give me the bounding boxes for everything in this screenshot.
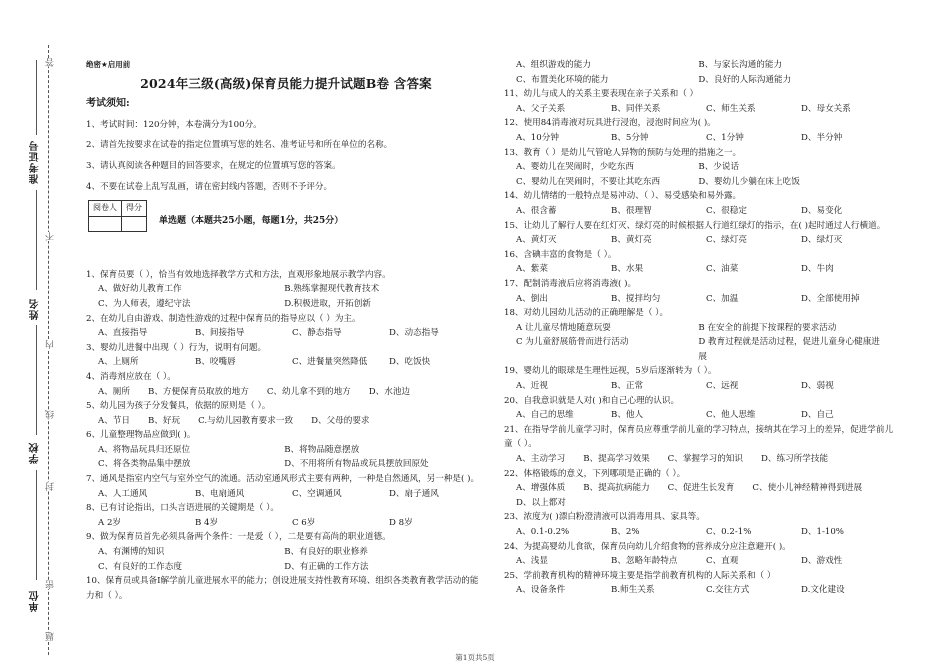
notice-item: 1、考试时间：120分钟，本卷满分为100分。 [86,119,262,130]
question-text: 24、为提高婴幼儿食欲，保育员向幼儿介绍食物的营养成分应注意避开( )。 [504,541,791,552]
answer-option[interactable]: B、很理智 [611,205,652,216]
left-question-list [86,268,486,604]
question-text: 7、通风是指室内空气与室外空气的流通。活动室通风形式主要有两种，一种是自然通风，另一种是( )。 [86,474,480,485]
answer-option[interactable]: A、倒出 [516,293,548,304]
answer-option[interactable]: A、节日 [98,415,130,426]
option-group [504,102,896,117]
answer-option[interactable]: C、空调通风 [292,488,342,499]
answer-option[interactable]: A、0.1-0.2% [516,527,570,537]
answer-option[interactable]: A、紫菜 [516,264,548,275]
answer-option[interactable]: D、水池边 [368,386,411,397]
question-text: 9、做为保育员首先必须具备两个条件：一是爱（ ），二是要有高尚的职业道德。 [86,532,391,543]
answer-option[interactable]: D 8岁 [389,517,413,528]
answer-option[interactable]: D、动态指导 [389,328,439,339]
answer-option[interactable]: B.熟练掌握现代教育技术 [284,284,380,295]
answer-option[interactable]: D、全部使用掉 [801,293,860,304]
notice-heading: 考试须知: [86,98,130,110]
answer-option[interactable]: A 2岁 [98,517,121,528]
score-header: 得分 [122,201,147,217]
option-group [504,583,896,598]
answer-option[interactable]: B、2% [611,527,640,537]
option-group [86,282,486,311]
answer-option[interactable]: A、设备条件 [516,585,566,596]
seal-mark: 内 [46,340,56,349]
answer-option[interactable]: D.文化建设 [801,585,845,596]
answer-option[interactable]: C 为儿童舒展筋骨而进行活动 [516,337,629,348]
answer-option[interactable]: A 让儿童尽情地随意玩耍 [516,322,611,333]
question-text: 1、保育员要（ ），恰当有效地选择教学方式和方法，直观形象地展示教学内容。 [86,269,391,280]
question-text: 20、自我意识就是人对( )和自己心理的认识。 [504,395,680,406]
margin-fill-line [36,325,37,435]
answer-option[interactable]: A、将物品玩具归还原位 [98,444,191,455]
answer-option[interactable]: B、少说话 [698,162,740,173]
answer-option[interactable]: B、黄灯亮 [611,235,652,246]
question-text: 15、让幼儿了解行人要在红灯灭、绿灯亮的时候根据人行道红绿灯的指示，在( )起时通过人行横道。 [504,220,886,231]
option-group [504,379,896,394]
question-text: 18、对幼儿园幼儿活动的正确理解是（ ）。 [504,308,669,319]
seal-mark: 线 [46,410,56,419]
seal-mark: 答 [46,58,56,67]
answer-option[interactable]: A、黄灯灭 [516,235,557,246]
option-group [504,321,896,365]
answer-option[interactable]: B、他人 [611,410,644,421]
answer-option[interactable]: D、练习所学技能 [761,454,829,465]
answer-option[interactable]: A、直接指导 [98,328,148,339]
answer-option[interactable]: A、10分钟 [516,132,559,143]
answer-option[interactable]: D、游戏性 [801,556,843,567]
answer-option[interactable]: D、牛肉 [801,264,834,275]
option-group [504,58,896,87]
left-column [86,58,486,603]
answer-option[interactable]: D、母女关系 [801,103,851,114]
answer-option[interactable]: D、1-10% [801,527,844,537]
answer-option[interactable]: C、绿灯亮 [706,235,747,246]
right-question-list [504,58,896,598]
answer-option[interactable]: C、加温 [706,293,739,304]
answer-option[interactable]: C、将各类物品集中摆放 [98,459,191,470]
question-text: 6、儿童整理物品应做到( )。 [86,430,196,441]
question-text: 23、浓度为( )漂白粉澄清液可以消毒用具、家具等。 [504,512,705,523]
answer-option[interactable]: D 教育过程就是活动过程，促进儿童身心健康进展 [698,337,880,362]
answer-option[interactable]: A、有渊博的知识 [98,547,165,558]
question-text: 19、婴幼儿的眼球是生理性远视，5岁后逐渐转为（ ）。 [504,366,717,377]
answer-option[interactable]: C、直观 [706,556,739,567]
answer-option[interactable]: A、很含蓄 [516,205,557,216]
score-cell[interactable] [122,216,147,231]
page-title: 2024年三级(高级)保育员能力提升试题B卷 含答案 [140,75,432,91]
answer-option[interactable]: A、婴幼儿在哭闹时，少吃东西 [516,162,634,173]
option-group [504,131,896,146]
answer-option[interactable]: D、扇子通风 [389,488,439,499]
answer-option[interactable]: C、为人师表，遵纪守法 [98,298,191,309]
option-group [86,355,486,370]
answer-option[interactable]: B.师生关系 [611,585,655,596]
question-text: 10、保育员或具备I解学前儿童进展水平的能力；创设进展支持性教育环境、组织各类教育教学活动的能力和（ ）。 [86,576,479,601]
margin-label-school: 学校 [30,442,41,464]
option-group [504,481,896,510]
answer-option[interactable]: D、半分钟 [801,132,843,143]
answer-option[interactable]: C、幼儿拿不到的地方 [266,386,351,397]
answer-option[interactable]: B、水果 [611,264,644,275]
answer-option[interactable]: D、婴幼儿少躺在床上吃饭 [698,176,800,187]
answer-option[interactable]: B、忽略年龄特点 [611,556,678,567]
answer-option[interactable]: A、自己的思维 [516,410,574,421]
question-text: 17、配制消毒液后应将消毒液( )。 [504,278,637,289]
right-column [504,58,896,598]
option-group [86,545,486,574]
answer-option[interactable]: A、增强体质 [516,483,566,494]
answer-option[interactable]: D、父母的要求 [311,415,370,426]
answer-option[interactable]: A、厕所 [98,386,130,397]
grader-cell[interactable] [89,216,122,231]
secret-label: 绝密★启用前 [86,60,131,69]
option-group [504,262,896,277]
question-text: 14、幼儿情绪的一般特点是易冲动、（ ）、易受感染和易外露。 [504,191,742,202]
seal-line [48,45,49,655]
seal-mark: 封 [46,482,56,491]
answer-option[interactable]: B、将物品随意摆放 [284,444,360,455]
margin-label-exam-number: 准考证号 [30,140,41,184]
question-text: 11、幼儿与成人的关系主要表现在亲子关系和（ ） [504,89,699,100]
question-text: 5、幼儿园为孩子分发餐具，依据的原则是（ ）。 [86,401,271,412]
option-group [504,233,896,248]
section-title: 单选题（本题共25小题，每题1分，共25分） [159,216,344,227]
grader-header: 阅卷人 [89,201,122,217]
answer-option[interactable]: D、绿灯灭 [801,235,843,246]
question-text: 13、教育（ ）是幼儿气管呛人异物的预防与处理的措施之一。 [504,147,742,158]
answer-option[interactable]: C 6岁 [292,517,316,528]
question-text: 21、在指导学前儿童学习时，保育员应尊重学前儿童的学习特点，接纳其在学习上的差异，促进学前儿童（ ）。 [504,424,894,450]
answer-option[interactable]: B 4岁 [195,517,219,528]
option-group [504,292,896,307]
question-text: 16、含碘丰富的食物是（ ）。 [504,249,617,260]
answer-option[interactable]: D、自己 [801,410,834,421]
answer-option[interactable]: B、好玩 [148,415,181,426]
answer-option[interactable]: B、间接指导 [195,328,245,339]
answer-option[interactable]: D、易变化 [801,205,843,216]
answer-option[interactable]: C、婴幼儿在哭闹时，不要让其吃东西 [516,176,661,187]
answer-option[interactable]: C.与幼儿园教育要求一致 [198,415,294,426]
option-group [504,160,896,189]
answer-option[interactable]: C、静态指导 [292,328,342,339]
answer-option[interactable]: C、很稳定 [706,205,747,216]
answer-option[interactable]: C、油菜 [706,264,739,275]
seal-mark: 题 [46,632,56,641]
option-group [86,385,486,400]
answer-option[interactable]: A、主动学习 [516,454,566,465]
question-text: 3、婴幼儿进餐中出现（ ）行为，说明有问题。 [86,342,267,353]
answer-option[interactable]: A、组织游戏的能力 [516,60,591,70]
answer-option[interactable]: B、提高抗病能力 [583,483,650,494]
notice-item: 2、请首先按要求在试卷的指定位置填写您的姓名、准考证号和所在单位的名称。 [86,140,393,151]
seal-mark: 不 [46,232,56,241]
page-footer: 第1页共5页 [455,653,495,662]
answer-option[interactable]: D、良好的人际沟通能力 [698,74,792,85]
option-group [86,487,486,502]
answer-option[interactable]: C、0.2-1% [706,527,752,537]
answer-option[interactable]: C、布置美化环境的能力 [516,74,609,85]
answer-option[interactable]: A、浅显 [516,556,548,567]
margin-label-unit: 单位 [30,590,41,612]
answer-option[interactable]: A、做好幼儿教育工作 [98,284,182,295]
answer-option[interactable]: C.交往方式 [706,585,750,596]
answer-option[interactable]: B、搅拌均匀 [611,293,661,304]
margin-fill-line [36,470,37,580]
option-group [504,204,896,219]
question-text: 4、消毒剂应放在（ ）。 [86,371,176,382]
option-group [504,554,896,569]
question-text: 12、使用84消毒液对玩具进行浸泡，浸泡时间应为( )。 [504,118,716,129]
binding-margin [0,0,62,671]
answer-option[interactable]: D、弱视 [801,381,834,392]
margin-fill-line [36,190,37,290]
answer-option[interactable]: C、使小儿神经精神得到进展 [752,483,863,494]
answer-option[interactable]: A、人工通风 [98,488,148,499]
score-row [86,200,486,232]
question-text: 8、已有讨论指出，口头言语进展的关键期是（ ）。 [86,503,279,514]
notice-item: 4、不要在试卷上乱写乱画，请在密封线内答题，否则不予评分。 [86,181,333,192]
answer-option[interactable]: B 在安全的前提下按课程的要求活动 [698,322,837,333]
answer-option[interactable]: C、远视 [706,381,739,392]
answer-option[interactable]: A、父子关系 [516,103,566,114]
answer-option[interactable]: B、有良好的职业修养 [284,547,368,558]
option-group [86,516,486,531]
option-group [86,326,486,341]
answer-option[interactable]: A、近视 [516,381,548,392]
score-table [88,200,147,232]
answer-option[interactable]: C、有良好的工作态度 [98,561,182,572]
question-text: 22、体格锻炼的意义，下列哪项是正确的（ ）。 [504,468,686,479]
notice-item: 3、请认真阅读各种题目的回答要求，在规定的位置填写您的答案。 [86,160,341,171]
answer-option[interactable]: C、他人思维 [706,410,756,421]
option-group [504,408,896,423]
answer-option[interactable]: C、掌握学习的知识 [667,454,743,465]
question-text: 25、学前教育机构的精神环境主要是指学前教育机构的人际关系和（ ） [504,570,776,581]
answer-option[interactable]: B、咬嘴唇 [195,357,236,368]
option-group [86,414,486,429]
answer-option[interactable]: C、进餐量突然降低 [292,357,368,368]
answer-option[interactable]: A、上厕所 [98,357,139,368]
answer-option[interactable]: B、与家长沟通的能力 [698,60,783,70]
answer-option[interactable]: D、吃饭快 [389,357,431,368]
answer-option[interactable]: B、正常 [611,381,644,392]
answer-option[interactable]: B、方便保育员取放的地方 [148,386,249,397]
answer-option[interactable]: B、5分钟 [611,132,649,143]
answer-option[interactable]: D、以上都对 [516,497,566,508]
margin-label-name: 姓名 [30,298,41,320]
answer-option[interactable]: B、提高学习效果 [583,454,650,465]
question-text: 2、在幼儿自由游戏、制造性游戏的过程中保育员的指导应以（ ）为主。 [86,313,361,324]
answer-option[interactable]: D、有正确的工作方法 [284,561,369,572]
answer-option[interactable]: C、促进生长发育 [667,483,735,494]
option-group [504,525,896,540]
margin-fill-line [36,60,37,135]
answer-option[interactable]: D.积极进取，开拓创新 [284,298,371,309]
answer-option[interactable]: B、同伴关系 [611,103,661,114]
answer-option[interactable]: D、不用将所有物品或玩具摆放回原处 [284,459,429,470]
answer-option[interactable]: B、电扇通风 [195,488,245,499]
answer-option[interactable]: C、1分钟 [706,132,744,143]
answer-option[interactable]: C、师生关系 [706,103,756,114]
seal-mark: 密 [46,580,56,589]
option-group [86,443,486,472]
option-group [504,452,896,467]
